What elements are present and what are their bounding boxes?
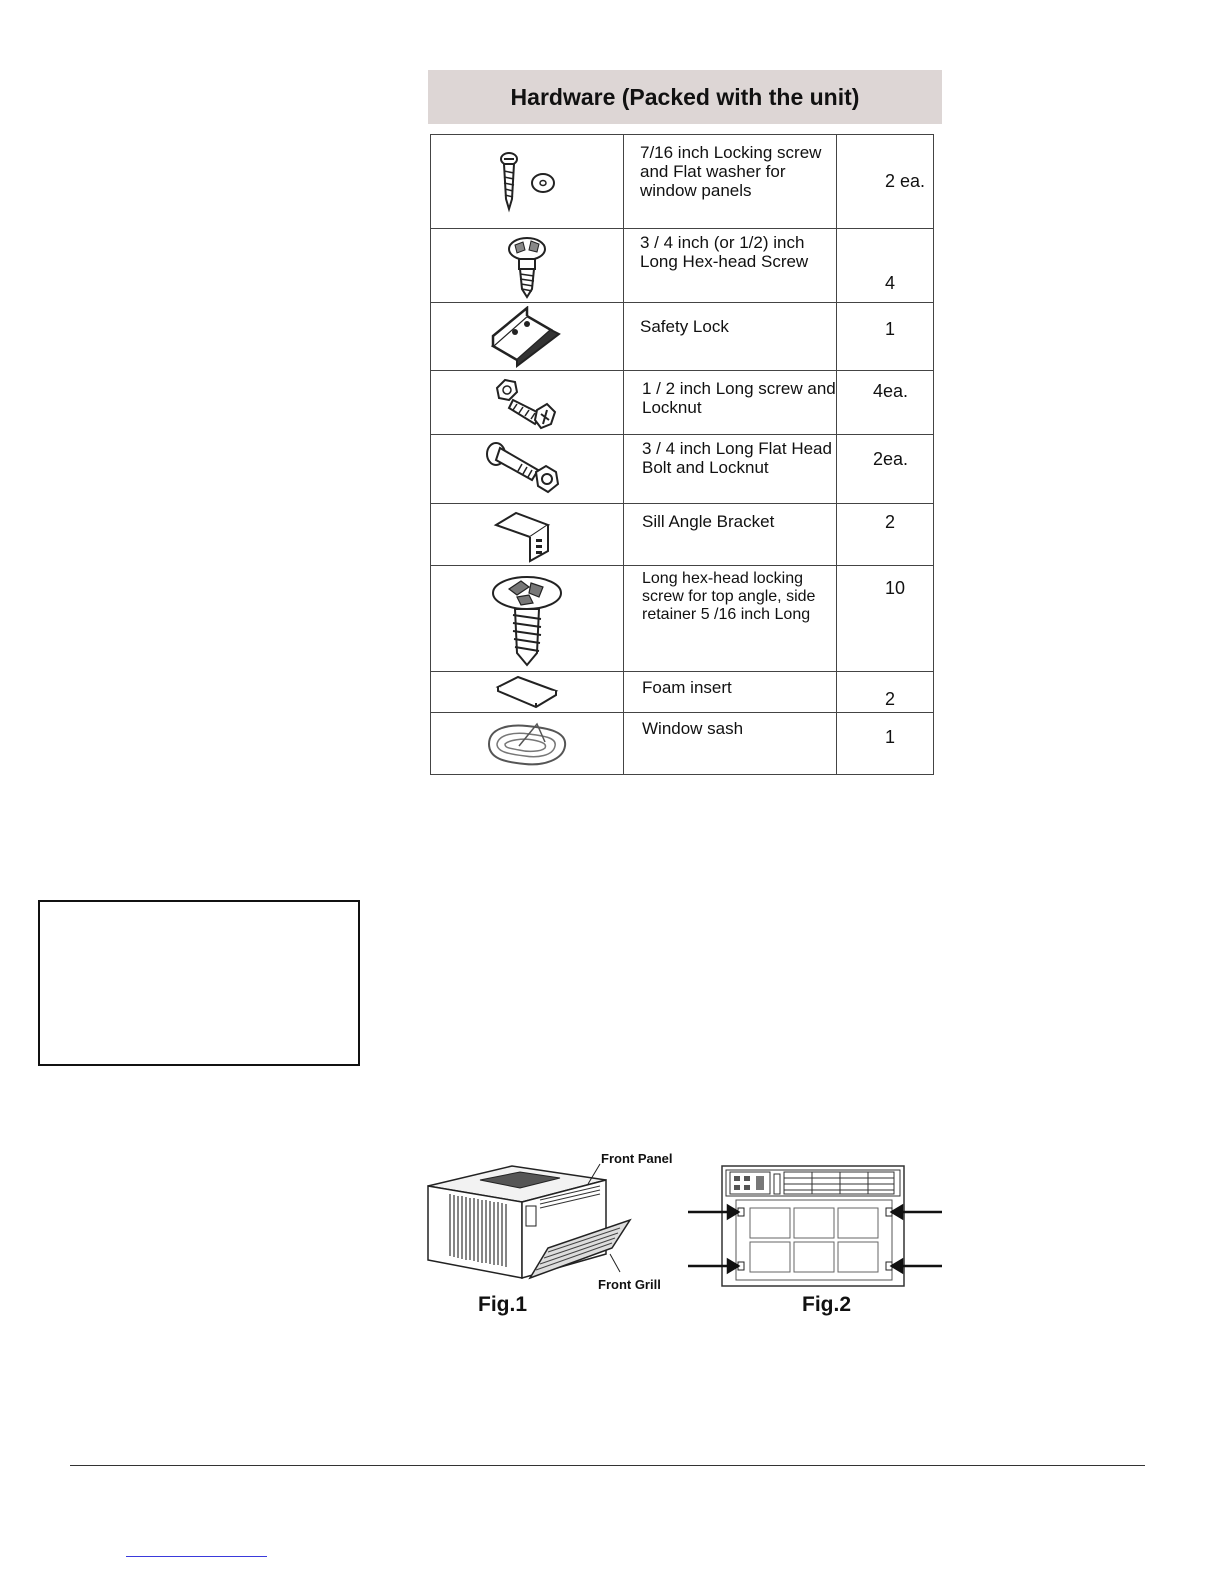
figure-2 — [686, 1158, 946, 1320]
hardware-quantity: 10 — [837, 566, 934, 672]
safety-lock-bracket-icon — [487, 306, 567, 368]
table-row — [431, 435, 934, 504]
hardware-icon-cell — [431, 435, 624, 504]
hardware-quantity: 1 — [837, 303, 934, 371]
air-conditioner-panel-screws-icon — [686, 1158, 946, 1290]
table-row — [431, 504, 934, 566]
table-row — [431, 713, 934, 775]
table-row — [431, 303, 934, 371]
table-row — [431, 371, 934, 435]
hardware-title: Hardware (Packed with the unit) — [428, 70, 942, 124]
hardware-description: Long hex-head locking screw for top angle, side retainer 5 /16 inch Long — [624, 566, 837, 672]
sill-angle-bracket-icon — [492, 507, 562, 563]
hardware-description: Safety Lock — [624, 303, 837, 371]
hardware-description: 3 / 4 inch (or 1/2) inch Long Hex-head Screw — [624, 229, 837, 303]
hardware-icon-cell — [431, 566, 624, 672]
hex-head-screw-icon — [497, 233, 557, 299]
hardware-description: 7/16 inch Locking screw and Flat washer for window panels — [624, 135, 837, 229]
hardware-quantity: 2 — [837, 504, 934, 566]
hardware-description: Foam insert — [624, 672, 837, 713]
hardware-icon-cell — [431, 504, 624, 566]
screw-locknut-icon — [487, 374, 567, 432]
figure-2-caption: Fig.2 — [802, 1293, 852, 1316]
footer-divider — [70, 1465, 1145, 1466]
hardware-description: 3 / 4 inch Long Flat Head Bolt and Locknut — [624, 435, 837, 504]
hardware-quantity: 2 ea. — [837, 135, 934, 229]
table-row — [431, 135, 934, 229]
table-row — [431, 229, 934, 303]
hardware-icon-cell — [431, 371, 624, 435]
table-row — [431, 566, 934, 672]
hardware-description: Sill Angle Bracket — [624, 504, 837, 566]
hardware-quantity: 1 — [837, 713, 934, 775]
footer-link-underline[interactable] — [126, 1556, 267, 1557]
hardware-table — [430, 134, 934, 775]
hardware-quantity: 2 — [837, 672, 934, 713]
hardware-quantity: 4ea. — [837, 371, 934, 435]
hardware-description: Window sash — [624, 713, 837, 775]
hardware-quantity: 4 — [837, 229, 934, 303]
front-panel-label: Front Panel — [601, 1151, 673, 1166]
note-box — [38, 900, 360, 1066]
air-conditioner-front-icon — [420, 1150, 690, 1285]
hardware-icon-cell — [431, 672, 624, 713]
hardware-icon-cell — [431, 713, 624, 775]
figure-1 — [420, 1150, 690, 1320]
foam-insert-icon — [492, 675, 562, 709]
hardware-quantity: 2ea. — [837, 435, 934, 504]
window-sash-icon — [479, 718, 575, 770]
hardware-icon-cell — [431, 135, 624, 229]
figure-1-caption: Fig.1 — [478, 1293, 528, 1316]
long-hex-head-screw-icon — [487, 571, 567, 667]
hardware-panel — [428, 70, 942, 790]
locking-screw-washer-icon — [487, 147, 567, 217]
hardware-description: 1 / 2 inch Long screw and Locknut — [624, 371, 837, 435]
table-row — [431, 672, 934, 713]
flat-head-bolt-locknut-icon — [482, 438, 572, 500]
hardware-icon-cell — [431, 303, 624, 371]
hardware-icon-cell — [431, 229, 624, 303]
front-grill-label: Front Grill — [598, 1277, 661, 1292]
